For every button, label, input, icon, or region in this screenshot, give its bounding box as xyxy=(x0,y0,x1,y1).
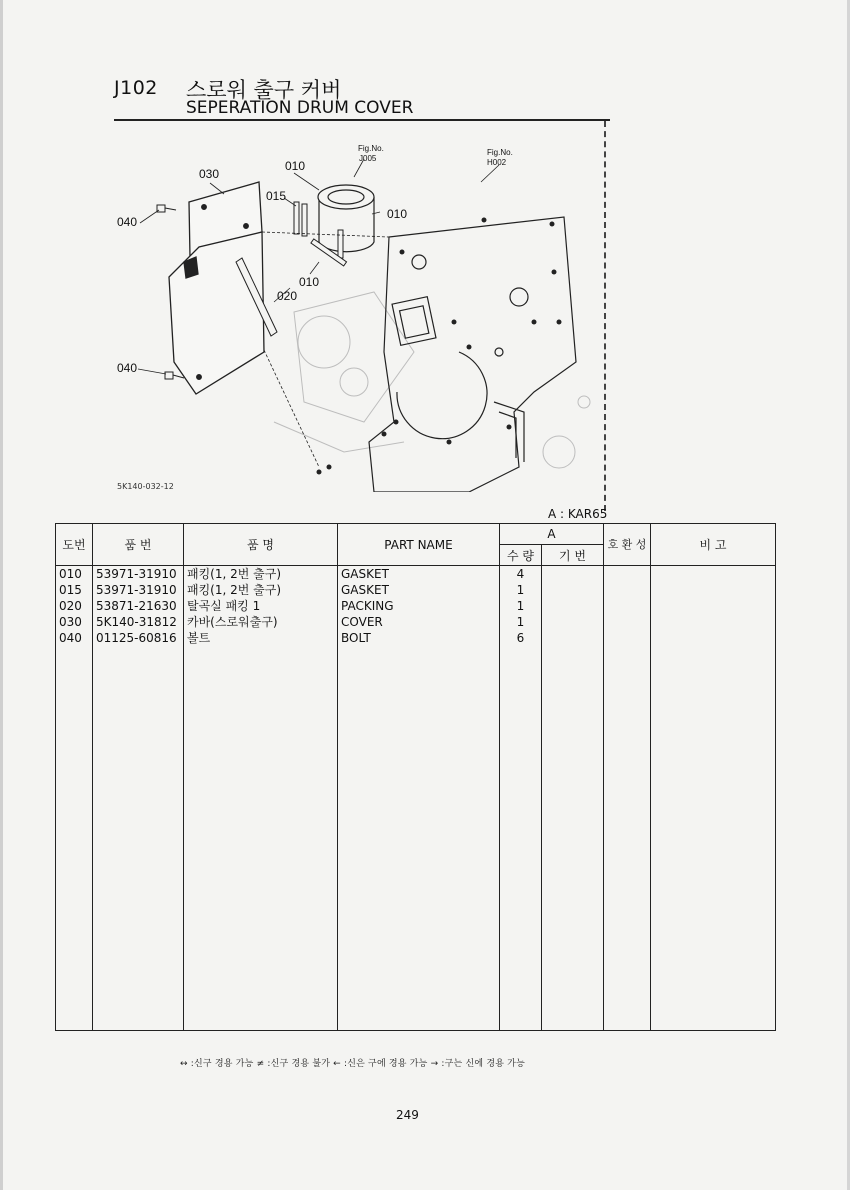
cell-no: 010 xyxy=(56,566,93,583)
cell-name-kr: 패킹(1, 2번 출구) xyxy=(184,582,338,598)
header-compat: 호 환 성 xyxy=(604,524,651,566)
compatibility-legend: ↔ :신구 경용 가능 ≠ :신구 경용 불가 ← :신은 구에 경용 가능 → :구는 신에 경용 가능 xyxy=(180,1059,525,1069)
cell-name-kr: 카바(스로워출구) xyxy=(184,614,338,630)
callout-label: 040 xyxy=(117,361,138,375)
main-frame-panel xyxy=(369,217,576,492)
cell-qty: 1 xyxy=(500,598,542,614)
figure-reference-label: Fig.No. xyxy=(487,148,513,157)
empty-row xyxy=(56,950,776,966)
cell-name-en: BOLT xyxy=(338,630,500,646)
empty-row xyxy=(56,886,776,902)
parts-table xyxy=(55,523,776,1031)
cell-name-en: COVER xyxy=(338,614,500,630)
cell-part-no: 5K140-31812 xyxy=(93,614,184,630)
figure-code: 5K140-032-12 xyxy=(117,482,174,491)
callout-label: 040 xyxy=(117,215,138,229)
empty-row xyxy=(56,934,776,950)
empty-row xyxy=(56,870,776,886)
cell-no: 020 xyxy=(56,598,93,614)
figure-reference-code: J005 xyxy=(359,154,377,163)
separation-drum xyxy=(318,185,374,252)
empty-row xyxy=(56,854,776,870)
empty-row xyxy=(56,742,776,758)
header-group: A xyxy=(500,524,604,545)
empty-row xyxy=(56,678,776,694)
table-row xyxy=(56,582,776,598)
empty-row xyxy=(56,982,776,998)
cell-name-en: PACKING xyxy=(338,598,500,614)
cell-qty: 4 xyxy=(500,566,542,583)
table-row xyxy=(56,630,776,646)
header-remarks: 비 고 xyxy=(651,524,776,566)
callout-label: 010 xyxy=(285,159,306,173)
cell-part-no: 53971-31910 xyxy=(93,566,184,583)
empty-row xyxy=(56,902,776,918)
empty-row xyxy=(56,710,776,726)
table-row xyxy=(56,598,776,614)
header-part-no: 품 번 xyxy=(93,524,184,566)
empty-row xyxy=(56,790,776,806)
empty-row xyxy=(56,1014,776,1031)
empty-row xyxy=(56,758,776,774)
cell-no: 015 xyxy=(56,582,93,598)
cell-no: 040 xyxy=(56,630,93,646)
empty-row xyxy=(56,918,776,934)
table-row xyxy=(56,566,776,583)
header-machine: 기 번 xyxy=(542,545,604,566)
callout-label: 015 xyxy=(266,189,287,203)
cell-qty: 1 xyxy=(500,614,542,630)
title-english: SEPERATION DRUM COVER xyxy=(186,98,414,118)
empty-rows xyxy=(56,646,776,1031)
cell-part-no: 53871-21630 xyxy=(93,598,184,614)
title-underline xyxy=(114,119,610,121)
cell-part-no: 53971-31910 xyxy=(93,582,184,598)
empty-row xyxy=(56,726,776,742)
page-number: 249 xyxy=(396,1108,419,1122)
title-korean: 스로워 출구 커버 xyxy=(186,78,342,102)
cell-name-kr: 패킹(1, 2번 출구) xyxy=(184,566,338,583)
empty-row xyxy=(56,838,776,854)
cell-name-kr: 탈곡실 패킹 1 xyxy=(184,598,338,614)
header-name-kr: 품 명 xyxy=(184,524,338,566)
cell-no: 030 xyxy=(56,614,93,630)
callout-label: 020 xyxy=(277,289,298,303)
empty-row xyxy=(56,646,776,662)
cell-qty: 1 xyxy=(500,582,542,598)
empty-row xyxy=(56,806,776,822)
model-legend: A : KAR65 xyxy=(548,507,608,521)
header-no: 도번 xyxy=(56,524,93,566)
cell-name-en: GASKET xyxy=(338,566,500,583)
empty-row xyxy=(56,998,776,1014)
column-separator xyxy=(604,121,606,511)
figure-reference-label: Fig.No. xyxy=(358,144,384,153)
table-row xyxy=(56,614,776,630)
cell-name-en: GASKET xyxy=(338,582,500,598)
empty-row xyxy=(56,694,776,710)
empty-row xyxy=(56,774,776,790)
header-name-en: PART NAME xyxy=(338,524,500,566)
figure-reference-code: H002 xyxy=(487,158,507,167)
cell-part-no: 01125-60816 xyxy=(93,630,184,646)
header-qty: 수 량 xyxy=(500,545,542,566)
section-code: J102 xyxy=(114,77,158,99)
callout-label: 010 xyxy=(387,207,408,221)
empty-row xyxy=(56,966,776,982)
callout-label: 030 xyxy=(199,167,220,181)
cell-qty: 6 xyxy=(500,630,542,646)
empty-row xyxy=(56,662,776,678)
exploded-parts-diagram xyxy=(114,122,604,492)
empty-row xyxy=(56,822,776,838)
callout-label: 010 xyxy=(299,275,320,289)
cell-name-kr: 볼트 xyxy=(184,630,338,646)
